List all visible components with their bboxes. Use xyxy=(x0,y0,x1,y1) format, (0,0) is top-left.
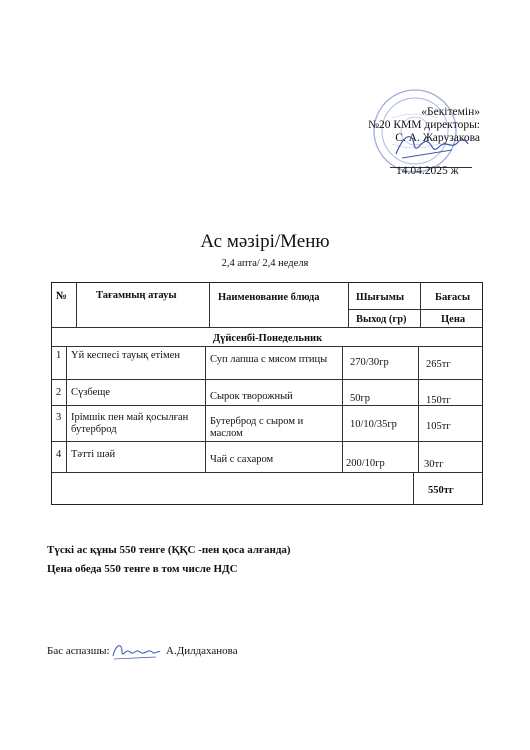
header-bottom-line xyxy=(52,327,483,328)
header-name-kz: Тағамның атауы xyxy=(96,290,177,301)
chef-label: Бас аспазшы: xyxy=(47,645,110,657)
row4-name-ru: Чай с сахаром xyxy=(210,454,274,465)
row4-line xyxy=(52,472,483,473)
col-line-2 xyxy=(209,283,210,327)
row1-output: 270/30гр xyxy=(350,357,389,368)
col-line-1 xyxy=(76,283,77,327)
chef-signature-icon xyxy=(110,640,162,662)
header-price-kz: Бағасы xyxy=(435,292,471,303)
row1-name-ru: Суп лапша с мясом птицы xyxy=(210,354,328,365)
chef-name: А.Дилдаханова xyxy=(166,645,238,657)
row4-num: 4 xyxy=(56,449,62,460)
row4-output: 200/10гр xyxy=(346,458,385,469)
header-output-kz: Шығымы xyxy=(356,292,405,303)
director-line: №20 КММ директоры: xyxy=(368,119,480,131)
row2-num: 2 xyxy=(56,387,62,398)
row2-name-kz: Сүзбеще xyxy=(71,387,111,398)
page-title: Ас мәзірі/Меню xyxy=(200,231,330,252)
approval-title: «Бекітемін» xyxy=(421,106,480,118)
price-note-ru: Цена обеда 550 тенге в том числе НДС xyxy=(47,563,238,575)
col-line-1b xyxy=(66,346,67,472)
col-line-4 xyxy=(420,283,421,327)
row1-name-kz: Үй кеспесі тауық етімен xyxy=(71,350,180,361)
row3-name-ru: Бутерброд с сыром и маслом xyxy=(210,416,304,439)
col-line-2b xyxy=(205,346,206,472)
director-name: С. А. Жарузакова xyxy=(395,132,480,144)
row2-output: 50гр xyxy=(350,393,371,404)
header-name-ru: Наименование блюда xyxy=(218,292,320,303)
row3-price: 105тг xyxy=(426,421,451,432)
header-divider-line xyxy=(348,309,483,310)
total-col-line xyxy=(413,472,414,505)
row4-name-kz: Тәтті шәй xyxy=(71,449,116,460)
day-label: Дүйсенбі-Понедельник xyxy=(212,333,323,344)
row2-name-ru: Сырок творожный xyxy=(210,391,293,402)
menu-table xyxy=(51,282,483,505)
header-price-ru: Цена xyxy=(441,314,466,325)
page-subtitle: 2,4 апта/ 2,4 неделя xyxy=(221,258,309,269)
price-note-kz: Түскі ас құны 550 тенге (ҚҚС -пен қоса алғанда) xyxy=(47,544,291,556)
col-line-3 xyxy=(348,283,349,327)
total-price: 550тг xyxy=(428,485,454,496)
approval-date: 14.04.2025 ж xyxy=(396,165,459,177)
col-line-4b xyxy=(418,346,419,472)
header-output-ru: Выход (гр) xyxy=(356,314,407,325)
row3-name-kz: Ірімшік пен май қосылған бутерброд xyxy=(71,412,189,435)
row1-num: 1 xyxy=(56,350,62,361)
row1-price: 265тг xyxy=(426,359,451,370)
row3-output: 10/10/35гр xyxy=(350,419,397,430)
header-num: № xyxy=(56,290,68,302)
row2-price: 150тг xyxy=(426,395,451,406)
director-signature-icon xyxy=(392,128,472,162)
row4-price: 30тг xyxy=(424,459,444,470)
row3-num: 3 xyxy=(56,412,62,423)
col-line-3b xyxy=(342,346,343,472)
